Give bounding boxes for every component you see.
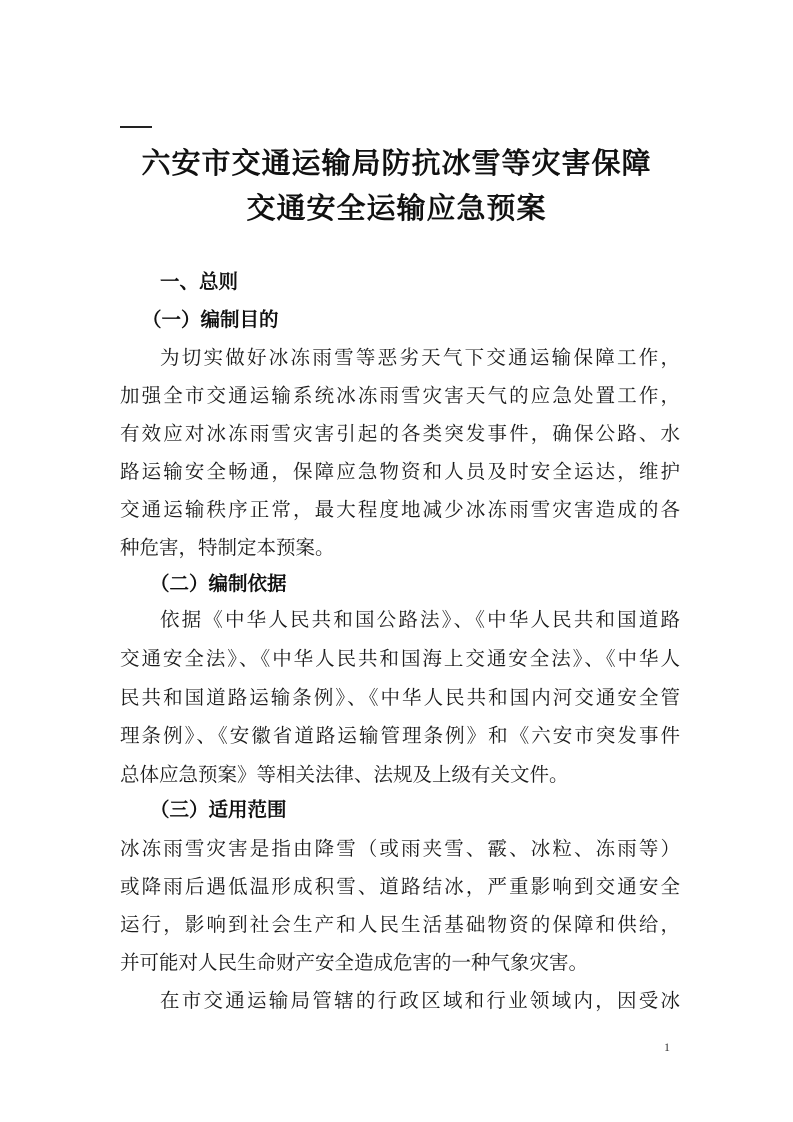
paragraph-line: 路运输安全畅通，保障应急物资和人员及时安全运达，维护 (120, 460, 680, 483)
paragraph-line: 种危害，特制定本预案。 (120, 536, 335, 559)
paragraph-line: 并可能对人民生命财产安全造成危害的一种气象灾害。 (120, 951, 589, 974)
document-title-line-2: 交通安全运输应急预案 (246, 191, 547, 225)
paragraph-line: 有效应对冰冻雨雪灾害引起的各类突发事件，确保公路、水 (120, 422, 680, 445)
paragraph-line: 交通安全法》、《中华人民共和国海上交通安全法》、《中华人 (120, 647, 680, 670)
page-number: 1 (664, 1040, 670, 1054)
paragraph-line: 运行，影响到社会生产和人民生活基础物资的保障和供给， (120, 913, 680, 936)
paragraph-line: 总体应急预案》等相关法律、法规及上级有关文件。 (120, 763, 569, 786)
paragraph-line: 民共和国道路运输条例》、《中华人民共和国内河交通安全管 (120, 686, 680, 709)
section-heading-general: 一、总则 (160, 270, 239, 293)
paragraph-line: 依据《中华人民共和国公路法》、《中华人民共和国道路 (160, 608, 680, 631)
paragraph-line: 交通运输秩序正常，最大程度地减少冰冻雨雪灾害造成的各 (120, 498, 680, 521)
paragraph-line: 冰冻雨雪灾害是指由降雪（或雨夹雪、霰、冰粒、冻雨等） (120, 837, 680, 860)
document-title-line-1: 六安市交通运输局防抗冰雪等灾害保障 (141, 146, 652, 180)
paragraph-line: 理条例》、《安徽省道路运输管理条例》和《六安市突发事件 (120, 724, 680, 747)
paragraph-line: 加强全市交通运输系统冰冻雨雪灾害天气的应急处置工作， (120, 384, 680, 407)
paragraph-line: 在市交通运输局管辖的行政区域和行业领域内，因受冰 (160, 989, 680, 1012)
paragraph-line: 为切实做好冰冻雨雪等恶劣天气下交通运输保障工作， (160, 346, 680, 369)
subsection-heading-scope: （三）适用范围 (150, 798, 287, 821)
top-rule-line (120, 126, 152, 128)
subsection-heading-basis: （二）编制依据 (150, 572, 287, 595)
paragraph-line: 或降雨后遇低温形成积雪、道路结冰，严重影响到交通安全 (120, 875, 680, 898)
subsection-heading-purpose: （一）编制目的 (142, 308, 279, 331)
